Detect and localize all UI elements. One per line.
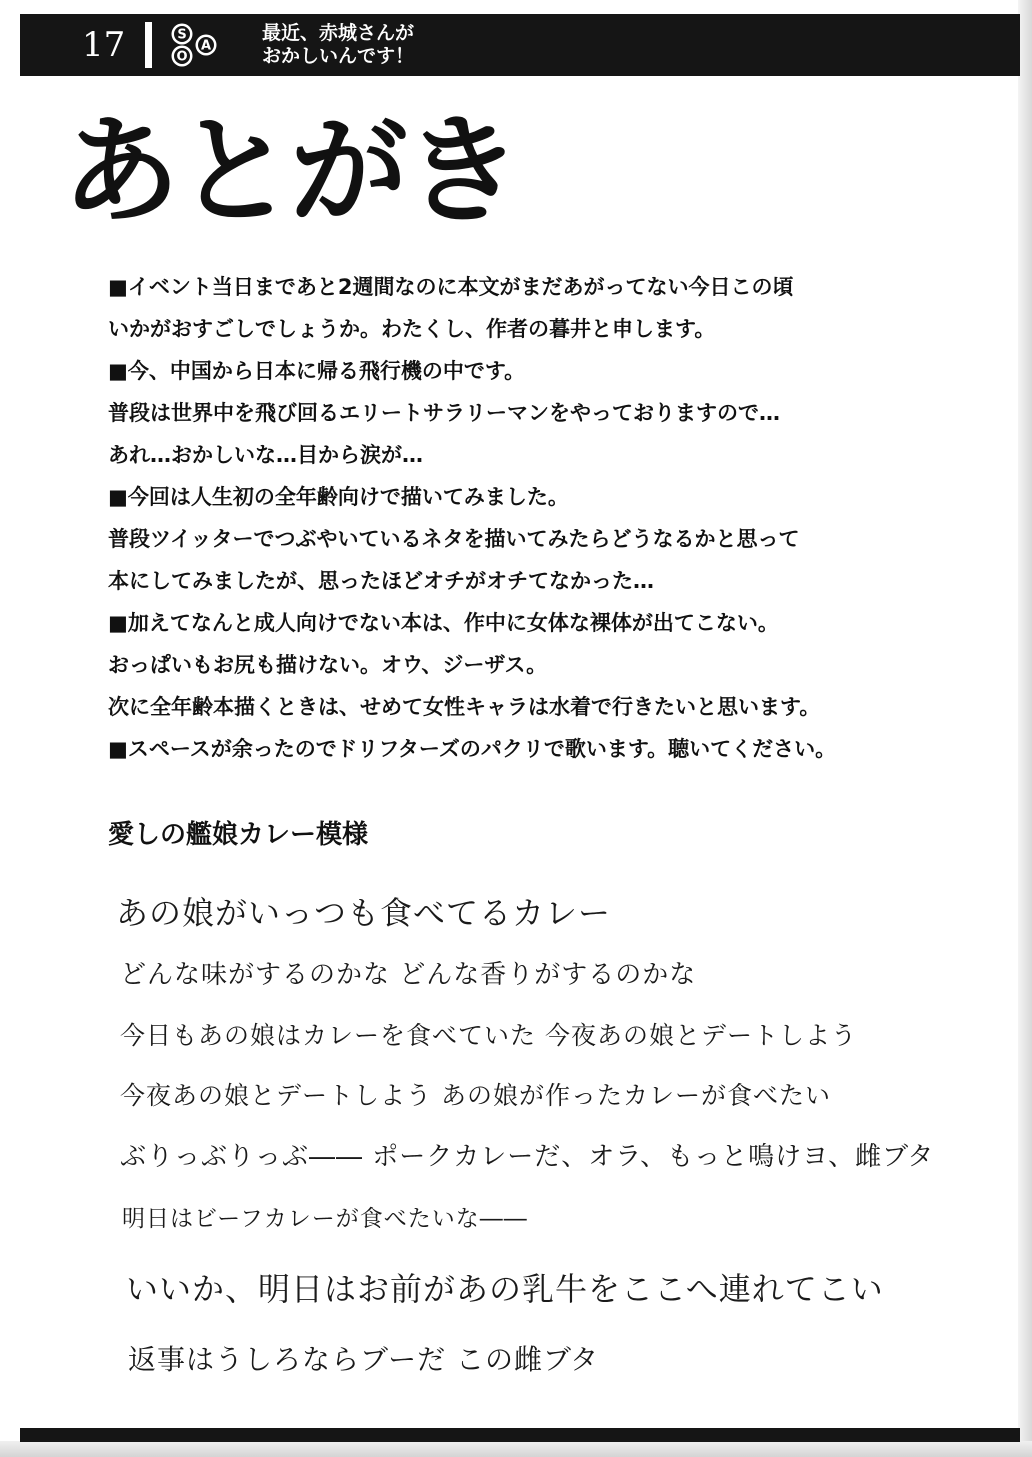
lyric-line: 今夜あの娘とデートしよう あの娘が作ったカレーが食べたい [120,1081,831,1110]
header-bar [20,14,1020,76]
text-line: 普段は世界中を飛び回るエリートサラリーマンをやっておりますので… [108,401,780,425]
text-line: ■加えてなんと成人向けでない本は、作中に女体な裸体が出てこない。 [108,611,779,635]
text-line: いかがおすごしでしょうか。わたくし、作者の暮井と申します。 [108,317,716,341]
lyric-line: どんな味がするのかな どんな香りがするのかな [120,960,697,990]
logo-letter-a: A [200,38,212,54]
logo-letter-s: S [177,27,187,43]
lyric-line: 今日もあの娘はカレーを食べていた 今夜あの娘とデートしよう [120,1021,857,1050]
lyric-line: 明日はビーフカレーが食べたいな―― [122,1206,528,1232]
page-edge [1018,0,1032,1457]
header-divider [145,22,152,68]
logo-letter-o: O [176,49,188,65]
text-line: ■今、中国から日本に帰る飛行機の中です。 [108,359,526,383]
page-heading: あとがき [62,102,519,240]
page-edge-bottom [0,1441,1032,1457]
text-line: ■イベント当日まであと2週間なのに本文がまだあがってない今日この頃 [108,275,794,299]
book-title [262,22,414,68]
text-line: 次に全年齢本描くときは、せめて女性キャラは水着で行きたいと思います。 [108,695,821,719]
afterword-text [108,266,988,770]
lyric-line: ぶりっぶりっぶ―― ポークカレーだ、オラ、もっと鳴けヨ、雌ブタ [120,1142,935,1172]
circle-logo [170,22,256,68]
lyric-line: 返事はうしろならブーだ この雌ブタ [128,1343,600,1376]
text-line: ■今回は人生初の全年齢向けで描いてみました。 [108,485,569,509]
text-line: ■スペースが余ったのでドリフターズのパクリで歌います。聴いてください。 [108,737,837,761]
book-title-line2: おかしいんです！ [262,45,415,67]
lyric-line: あの娘がいっつも食べてるカレー [116,894,612,932]
page-number: 17 [82,25,126,65]
footer-bar [20,1428,1020,1442]
text-line: 普段ツイッターでつぶやいているネタを描いてみたらどうなるかと思って [108,527,800,551]
song-title: 愛しの艦娘カレー模様 [108,820,369,850]
text-line: 本にしてみましたが、思ったほどオチがオチてなかった… [108,569,654,593]
book-title-line1: 最近、赤城さんが [262,22,415,44]
text-line: おっぱいもお尻も描けない。オウ、ジーザス。 [108,653,548,677]
text-line: あれ…おかしいな…目から涙が… [108,443,423,467]
lyric-line: いいか、明日はお前があの乳牛をここへ連れてこい [126,1270,884,1308]
